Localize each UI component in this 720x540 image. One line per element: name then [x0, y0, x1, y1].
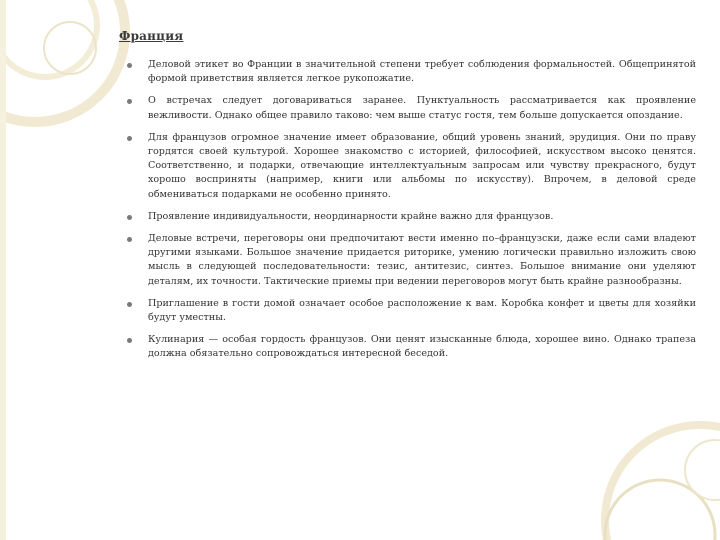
- bullet-icon: [127, 215, 132, 220]
- decor-arc-bottom-tiny: [685, 440, 720, 500]
- bullet-item-4: [122, 210, 696, 224]
- bullet-icon: [127, 237, 132, 242]
- slide-title: Франция: [119, 29, 184, 43]
- bullet-text: Для французов огромное значение имеет образование, общий уровень знаний, эрудиция. Они по праву гордятся своей культурой. Хорошее знакомство с историей, философией, искусством высоко ценятся. Соответственно, и подарки, отвечающие интеллектуальным запросам или чувству прекрасного, будут хорошо восприняты (например, книги или альбомы по искусству). Впрочем, в деловой среде обмениваться подарками не особенно принято.: [148, 131, 696, 200]
- bullet-text: Деловой этикет во Франции в значительной степени требует соблюдения формальностей. Общепринятой формой приветствия является легкое рукопожатие.: [148, 59, 696, 85]
- bullet-item-1: [122, 58, 696, 86]
- decor-arc-medium: [0, 0, 97, 77]
- bullet-icon: [127, 136, 132, 141]
- bullet-icon: [127, 99, 132, 104]
- bullet-icon: [127, 338, 132, 343]
- bullet-text: О встречах следует договариваться заранее. Пунктуальность рассматривается как проявление вежливости. Однако общее правило таково: чем выше статус гостя, тем больше допускается опоздание.: [148, 95, 696, 121]
- bullet-text: Кулинария — особая гордость французов. Они ценят изысканные блюда, хорошее вино. Однако трапеза должна обязательно сопровождаться интересной беседой.: [148, 334, 696, 360]
- decor-arc-bottom-small: [605, 480, 715, 540]
- bullet-item-6: [122, 297, 696, 325]
- decor-left-strip: [0, 0, 6, 540]
- decor-arc-small: [44, 22, 96, 74]
- bullet-item-5: [122, 232, 696, 289]
- bullet-text: Проявление индивидуальности, неординарности крайне важно для французов.: [148, 210, 554, 222]
- bullet-icon: [127, 302, 132, 307]
- decor-arc-large: [0, 0, 125, 122]
- bullet-text: Приглашение в гости домой означает особое расположение к вам. Коробка конфет и цветы для хозяйки будут уместны.: [148, 297, 696, 324]
- bullet-item-2: [122, 94, 696, 122]
- bullet-list: [122, 58, 696, 370]
- bullet-item-3: [122, 131, 696, 202]
- bullet-item-7: [122, 333, 696, 361]
- bullet-text: Деловые встречи, переговоры они предпочитают вести именно по–французски, даже если сами владеют другими языками. Большое значение придается риторике, умению логически правильно изложить свою мысль в следующей последовательности: тезис, антитезис, синтез. Большое внимание они уделяют деталям, их точности. Тактические приемы при ведении переговоров могут быть крайне разнообразны.: [148, 233, 696, 287]
- bullet-icon: [127, 63, 132, 68]
